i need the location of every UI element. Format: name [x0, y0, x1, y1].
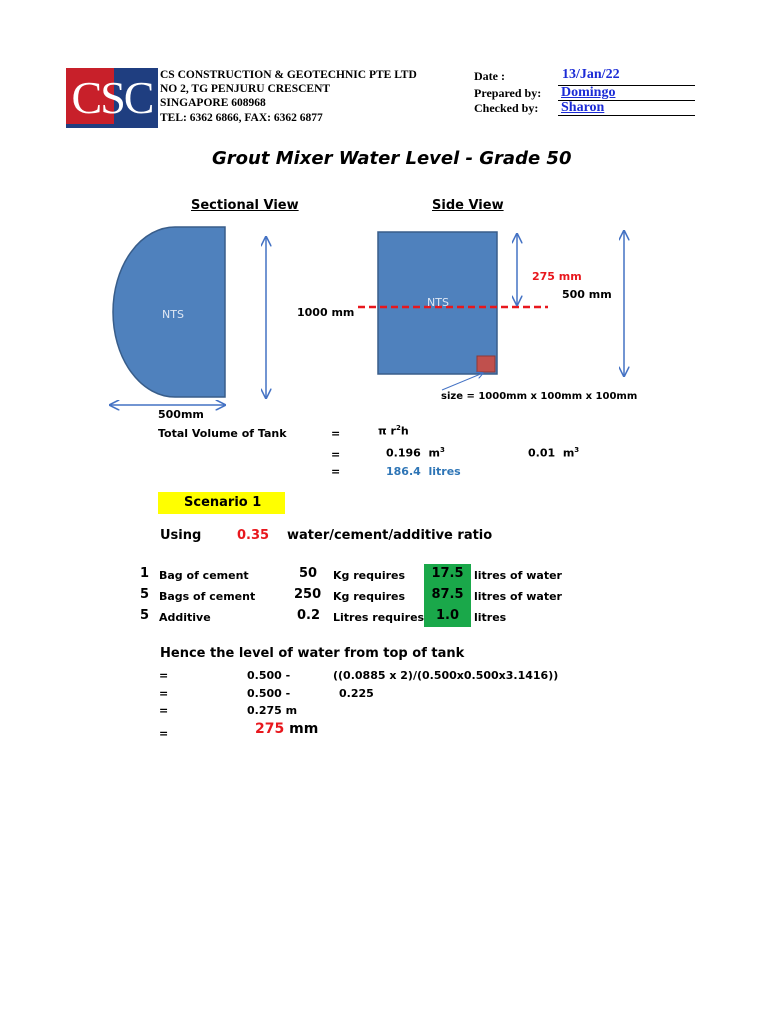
row1-water-cell — [424, 564, 471, 585]
result-final — [255, 721, 318, 737]
tank-diagram — [0, 0, 768, 430]
checked-value: Sharon — [561, 100, 605, 115]
result-l3-eq: = — [159, 704, 169, 717]
volume-m3-alt: 0.01 $m^3$ — [528, 446, 580, 460]
company-address-1: NO 2, TG PENJURU CRESCENT — [160, 83, 331, 95]
width-label: 500mm — [158, 408, 204, 421]
ratio-value: 0.35 — [237, 528, 270, 543]
ratio-text: water/cement/additive ratio — [287, 528, 493, 543]
using-label: Using — [160, 528, 202, 543]
volume-litres: 186.4 litres — [386, 465, 461, 478]
row3-tail: litres — [474, 611, 507, 624]
row1-water: 17.5 — [431, 566, 464, 581]
nts-label-right: NTS — [427, 296, 449, 309]
row2-unit: Kg requires — [333, 590, 406, 603]
height-label: 1000 mm — [297, 306, 355, 319]
company-contact: TEL: 6362 6866, FAX: 6362 6877 — [160, 112, 323, 124]
side-height-label: 500 mm — [562, 288, 612, 301]
row1-unit: Kg requires — [333, 569, 406, 582]
volume-eq-3: = — [331, 465, 341, 478]
row3-water-cell — [424, 606, 471, 627]
scenario-label: Scenario 1 — [184, 495, 262, 510]
row3-amount: 0.2 — [297, 608, 321, 623]
result-l1-b: ((0.0885 x 2)/(0.500x0.500x3.1416)) — [333, 669, 559, 682]
row3-item: Additive — [159, 611, 211, 624]
date-label: Date : — [474, 69, 505, 83]
row2-water: 87.5 — [431, 587, 464, 602]
volume-m3: 0.196 $m^3$ — [386, 446, 445, 460]
volume-formula: π $r^2h$ — [378, 424, 409, 438]
row2-water-cell — [424, 585, 471, 606]
row1-qty: 1 — [140, 566, 150, 581]
volume-eq-2: = — [331, 448, 341, 461]
result-l2-a: 0.500 - — [247, 687, 291, 700]
result-final-unit: mm — [289, 721, 319, 737]
row3-unit: Litres requires — [333, 611, 425, 624]
size-pointer — [442, 373, 483, 390]
result-heading: Hence the level of water from top of tank — [160, 646, 465, 661]
date-value: 13/Jan/22 — [562, 67, 620, 82]
row1-tail: litres of water — [474, 569, 562, 582]
company-address-2: SINGAPORE 608968 — [160, 97, 266, 109]
scenario-badge — [158, 492, 285, 514]
volume-label: Total Volume of Tank — [158, 427, 287, 440]
sectional-view-title: Sectional View — [191, 198, 299, 213]
result-l2-b: 0.225 — [339, 687, 374, 700]
row2-amount: 250 — [294, 587, 322, 602]
row2-qty: 5 — [140, 587, 150, 602]
result-final-value: 275 — [255, 721, 285, 737]
result-l4-eq: = — [159, 727, 169, 740]
checked-label: Checked by: — [474, 101, 539, 115]
row3-qty: 5 — [140, 608, 150, 623]
side-view-title: Side View — [432, 198, 504, 213]
row1-item: Bag of cement — [159, 569, 249, 582]
nts-label-left: NTS — [162, 308, 184, 321]
result-l3-a: 0.275 m — [247, 704, 298, 717]
result-l1-a: 0.500 - — [247, 669, 291, 682]
water-depth-label: 275 mm — [532, 270, 582, 283]
row2-item: Bags of cement — [159, 590, 256, 603]
size-note: size = 1000mm x 100mm x 100mm — [441, 391, 638, 402]
prepared-label: Prepared by: — [474, 86, 542, 100]
result-l1-eq: = — [159, 669, 169, 682]
company-name: CS CONSTRUCTION & GEOTECHNIC PTE LTD — [160, 69, 417, 81]
row1-amount: 50 — [299, 566, 318, 581]
prepared-value: Domingo — [561, 85, 616, 100]
page-title: Grout Mixer Water Level - Grade 50 — [212, 148, 572, 169]
row2-tail: litres of water — [474, 590, 562, 603]
row3-water: 1.0 — [435, 608, 460, 623]
result-l2-eq: = — [159, 687, 169, 700]
logo-text: CSC — [71, 72, 153, 123]
additive-block — [477, 356, 495, 372]
volume-eq-1: = — [331, 427, 341, 440]
